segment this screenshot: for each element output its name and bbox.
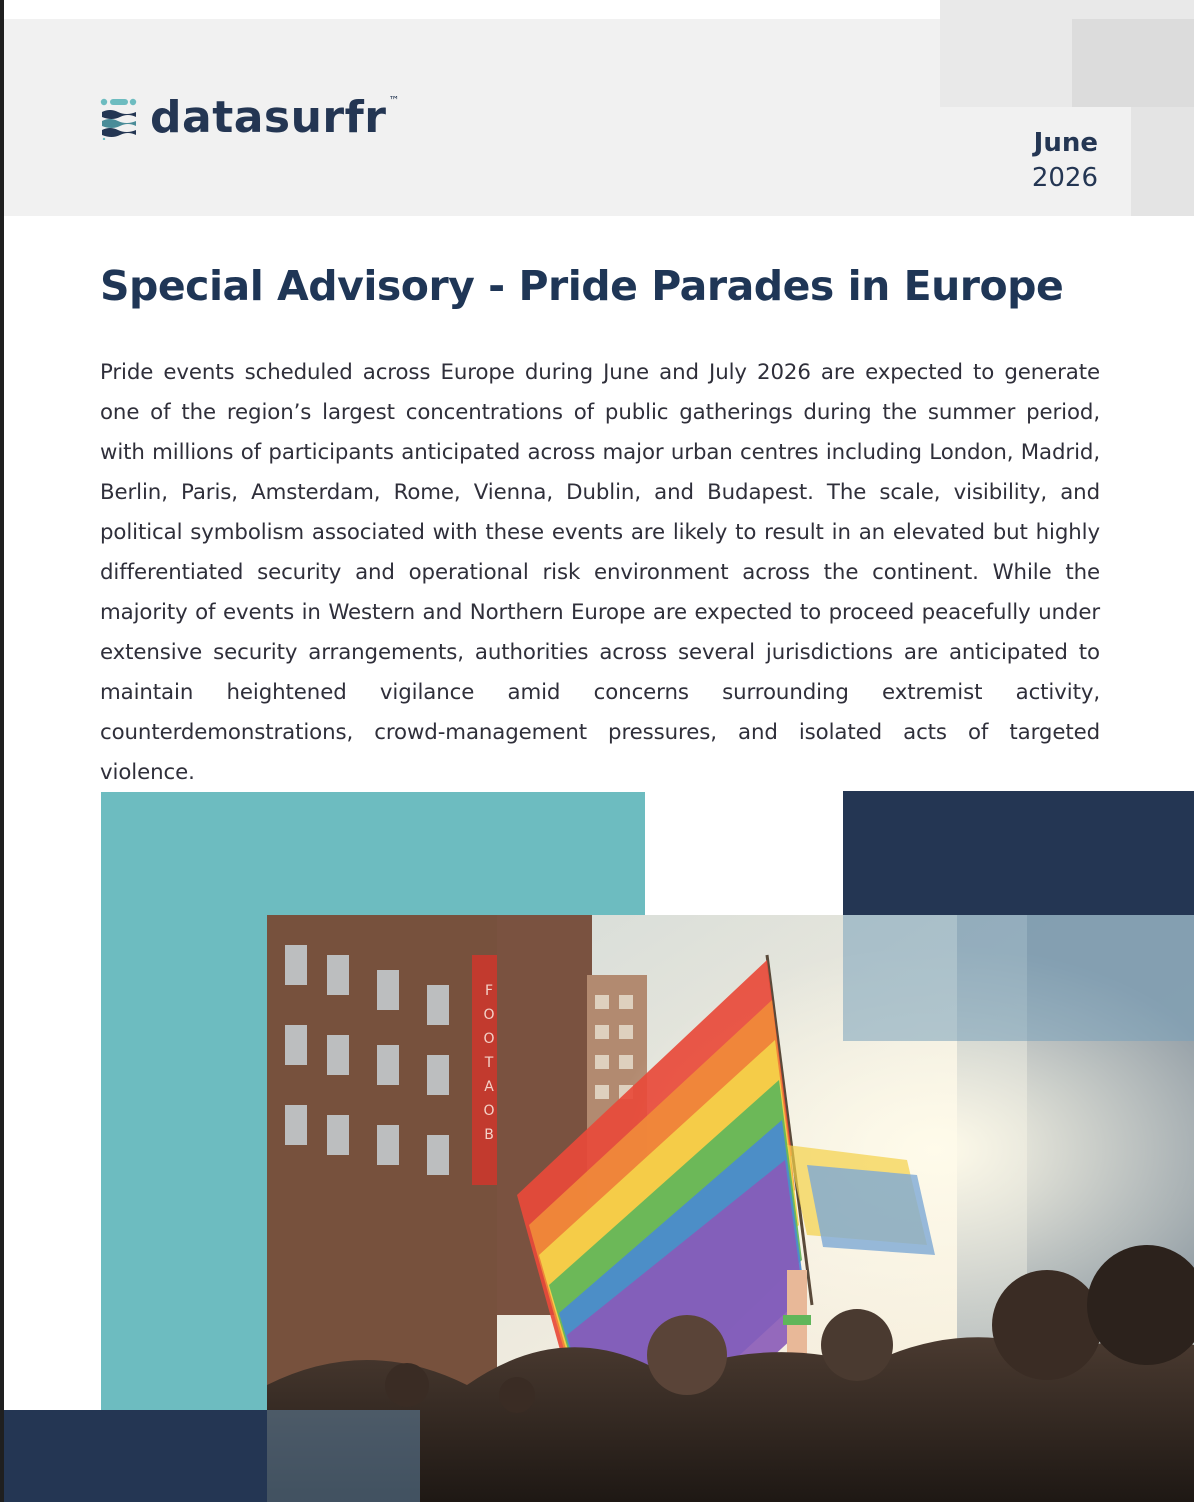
waves-logo-icon <box>100 96 140 140</box>
page-title: Special Advisory - Pride Parades in Europe <box>100 262 1064 310</box>
left-edge-rule <box>0 0 4 1502</box>
issue-month: June <box>1033 128 1098 158</box>
photo-tint-overlay <box>267 1410 420 1502</box>
intro-paragraph: Pride events scheduled across Europe during June and July 2026 are expected to generate one of the region’s largest concentrations of public gatherings during the summer period, with millions of participants anticipated across major urban centres including London, Madrid, Berlin, Paris, Amsterdam, Rome, Vienna, Dublin, and Budapest. The scale, visibility, and political symbolism associated with these events are likely to result in an elevated but highly differentiated security and operational risk environment across the continent. While the majority of events in Western and Northern Europe are expected to proceed peacefully under extensive security arrangements, authorities across several jurisdictions are anticipated to maintain heightened vigilance amid concerns surrounding extremist activity, counterdemonstrations, crowd-management pressures, and isolated acts of targeted violence. <box>100 360 1100 785</box>
header-decor-square <box>1131 107 1194 216</box>
brand-name: datasurfr <box>150 92 387 143</box>
issue-year: 2026 <box>1031 163 1098 193</box>
brand-logo[interactable] <box>100 92 399 144</box>
photo-tint-overlay <box>843 915 1194 1041</box>
trademark-mark: ™ <box>388 93 400 107</box>
navy-decor-block <box>843 791 1194 915</box>
header-decor-square <box>1072 19 1194 107</box>
navy-decor-block <box>4 1410 267 1502</box>
